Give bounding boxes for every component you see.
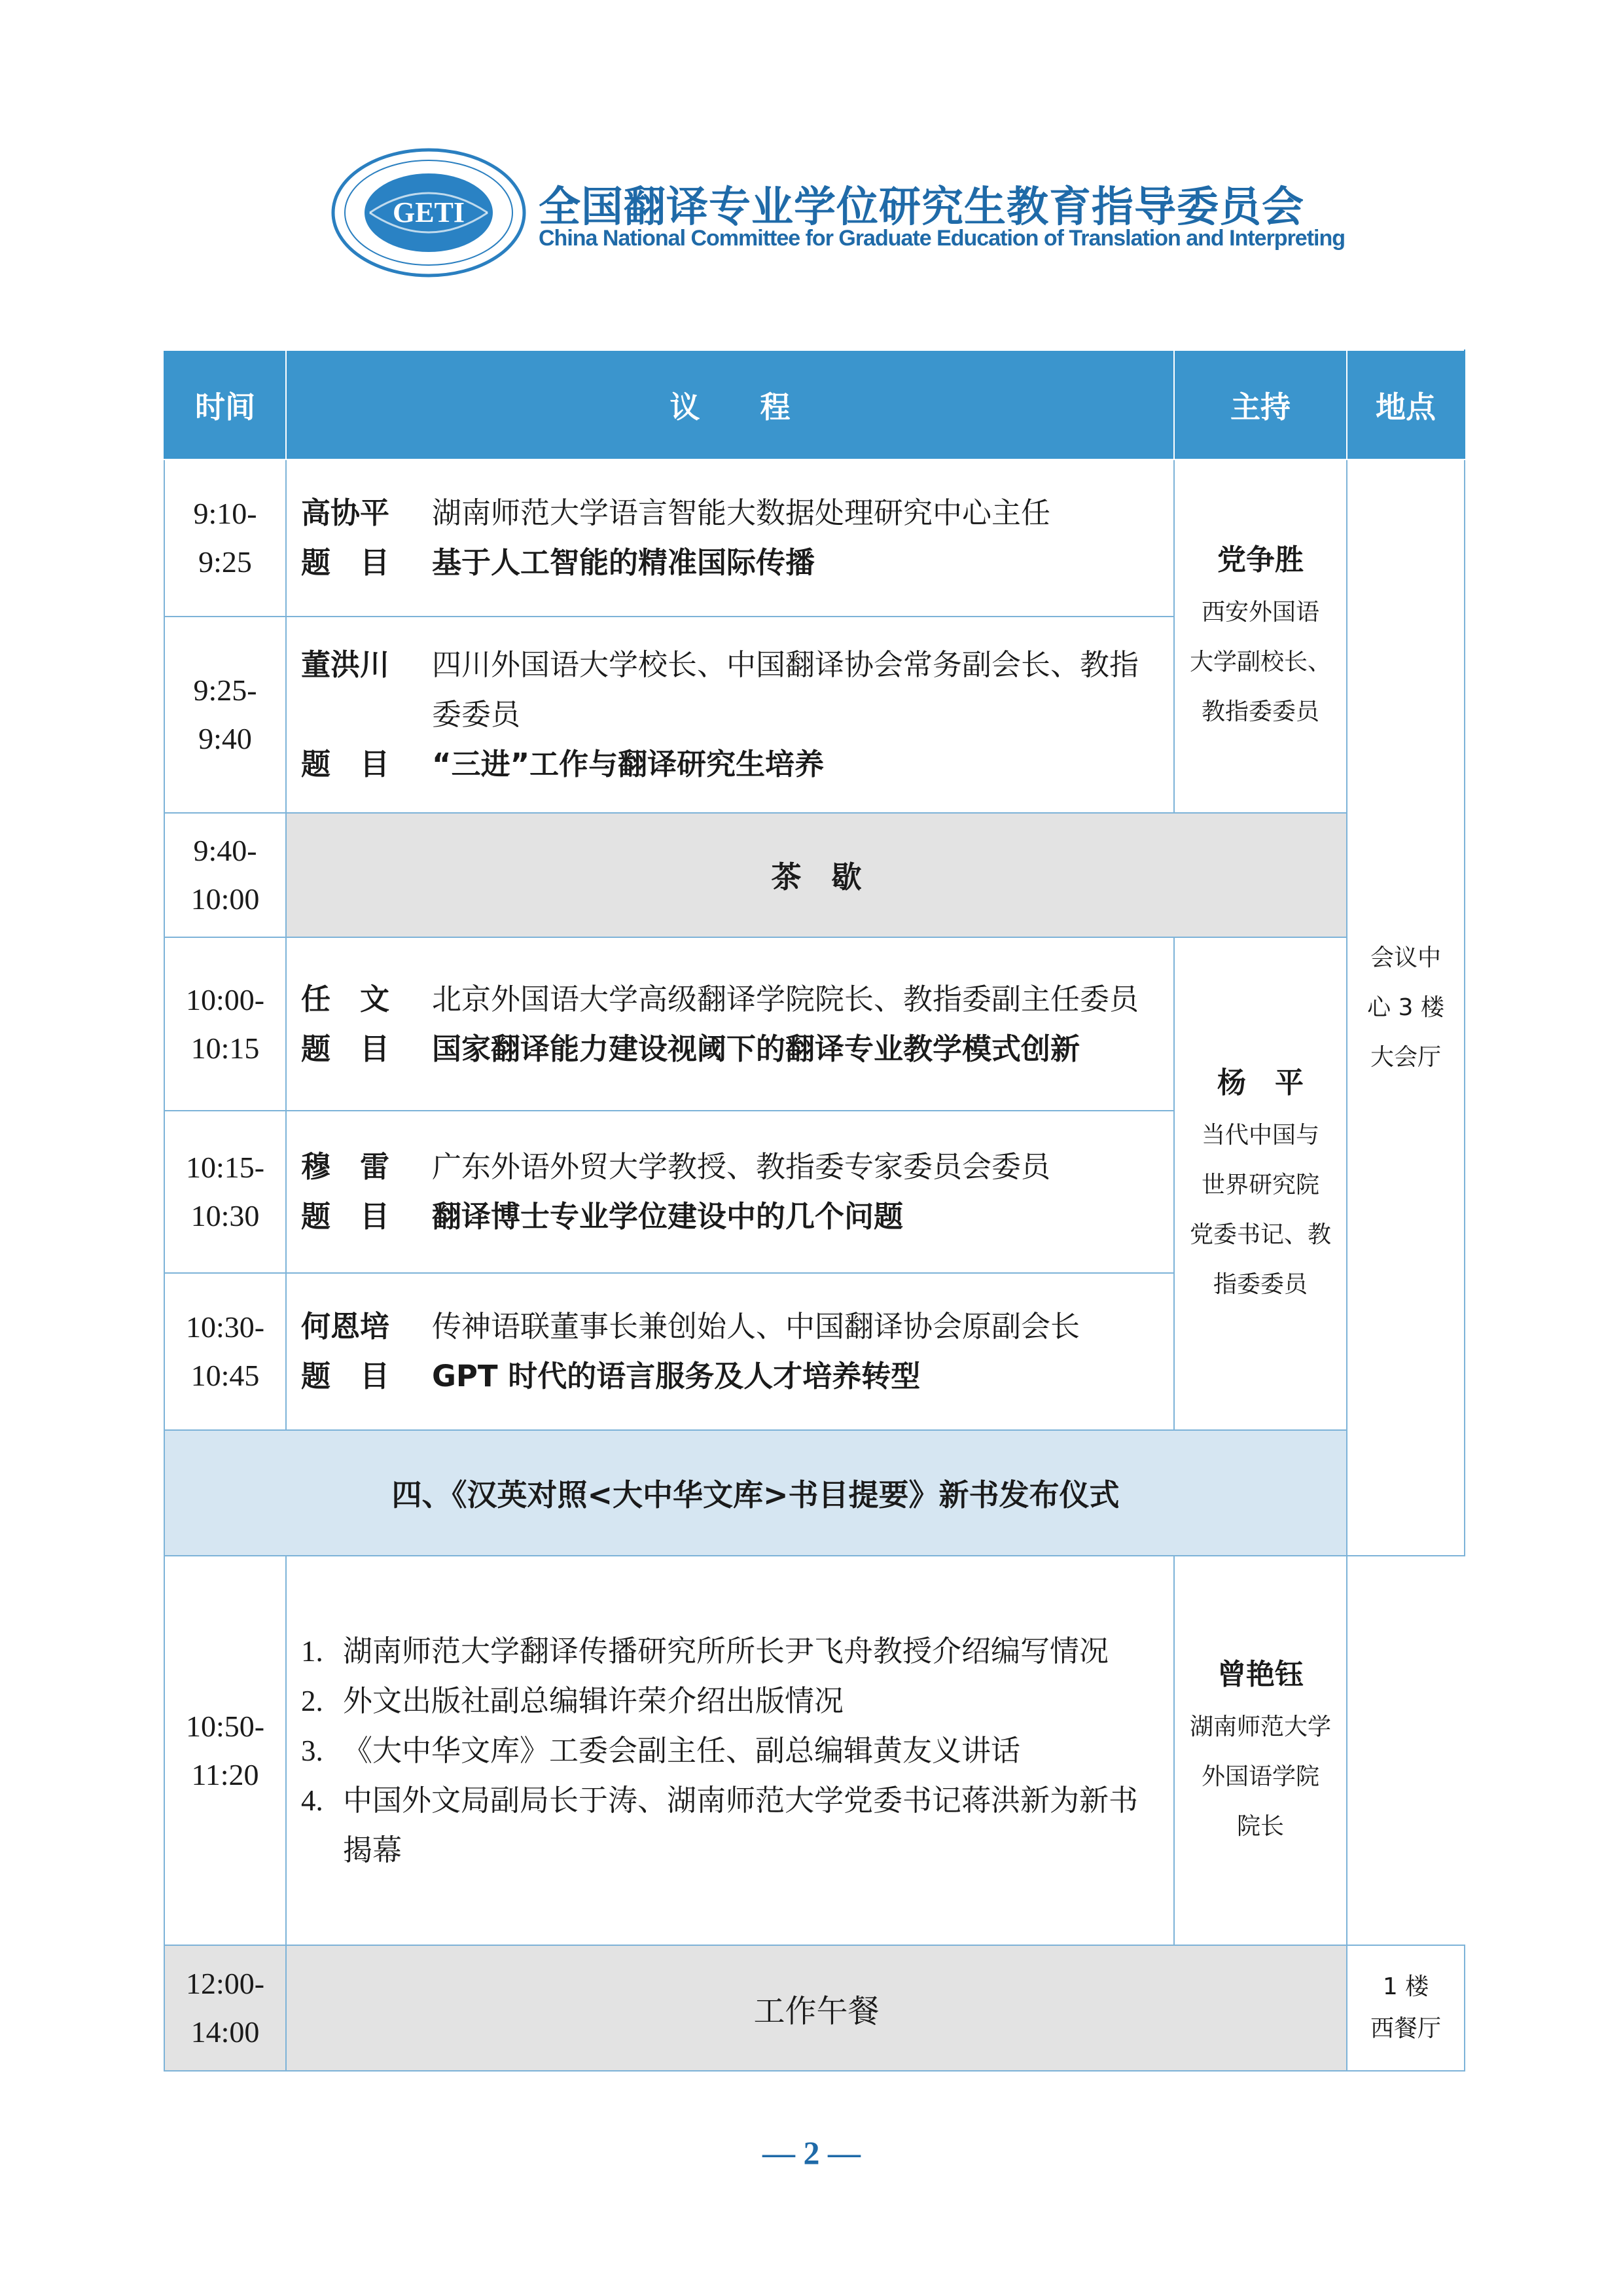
org-name-en: China National Committee for Graduate Education of Translation and Interpreting <box>539 226 1346 251</box>
header-location: 地点 <box>1347 350 1465 459</box>
agenda-cell <box>286 459 1174 617</box>
speaker-name: 任 文 <box>301 981 390 1016</box>
time-cell: 10:50- 11:20 <box>164 1556 286 1945</box>
list-item <box>301 1726 1160 1776</box>
topic-label: 题 目 <box>301 747 390 781</box>
lunch-location: 1 楼 西餐厅 <box>1347 1945 1465 2071</box>
item-text: 中国外文局副局长于涛、湖南师范大学党委书记蒋洪新为新书揭幕 <box>343 1782 1139 1867</box>
speaker-title: 北京外国语大学高级翻译学院院长、教指委副主任委员 <box>432 981 1139 1016</box>
item-text: 湖南师范大学翻译传播研究所所长尹飞舟教授介绍编写情况 <box>343 1633 1109 1668</box>
topic-value: “三进”工作与翻译研究生培养 <box>432 747 825 781</box>
header-time: 时间 <box>164 350 286 459</box>
tea-break-cell: 茶 歇 <box>286 813 1347 937</box>
speaker-title: 广东外语外贸大学教授、教指委专家委员会委员 <box>432 1149 1051 1184</box>
speaker-title: 四川外国语大学校长、中国翻译协会常务副会长、教指委委员 <box>432 647 1139 732</box>
table-row <box>164 1556 1465 1945</box>
list-item <box>301 1626 1160 1676</box>
time-cell: 10:30- 10:45 <box>164 1273 286 1430</box>
topic-value: 国家翻译能力建设视阈下的翻译专业教学模式创新 <box>432 1031 1080 1066</box>
table-row <box>164 459 1465 617</box>
agenda-cell <box>286 937 1174 1111</box>
host-cell <box>1174 1556 1347 1945</box>
header-logo <box>330 147 1346 278</box>
host-title: 西安外国语 大学副校长、 教指委委员 <box>1189 599 1331 725</box>
agenda-cell <box>286 1273 1174 1430</box>
host-name: 杨 平 <box>1217 1066 1304 1100</box>
host-name: 曾艳钰 <box>1217 1657 1304 1691</box>
time-cell: 9:25- 9:40 <box>164 617 286 813</box>
speaker-name: 董洪川 <box>301 647 390 682</box>
header-agenda: 议 程 <box>286 350 1174 459</box>
host-title: 湖南师范大学 外国语学院 院长 <box>1189 1713 1331 1840</box>
topic-value: 基于人工智能的精准国际传播 <box>432 545 815 580</box>
table-row-lunch <box>164 1945 1465 2071</box>
host-cell <box>1174 459 1347 813</box>
topic-label: 题 目 <box>301 1199 390 1234</box>
section-row <box>164 1430 1465 1556</box>
host-name: 党争胜 <box>1217 543 1304 577</box>
table-header-row <box>164 350 1465 459</box>
list-item <box>301 1676 1160 1726</box>
agenda-cell <box>286 617 1174 813</box>
org-name-cn: 全国翻译专业学位研究生教育指导委员会 <box>539 183 1304 232</box>
list-item <box>301 1776 1160 1875</box>
host-title: 当代中国与 世界研究院 党委书记、教 指委委员 <box>1189 1121 1331 1298</box>
time-cell: 9:10- 9:25 <box>164 459 286 617</box>
speaker-name: 何恩培 <box>301 1309 390 1344</box>
time-cell: 10:15- 10:30 <box>164 1111 286 1273</box>
topic-label: 题 目 <box>301 545 390 580</box>
time-cell: 12:00- 14:00 <box>164 1945 286 2071</box>
speaker-name: 高协平 <box>301 495 390 530</box>
geti-seal-logo <box>330 147 527 278</box>
table-row-break <box>164 813 1465 937</box>
logo-text: GETI <box>392 196 465 228</box>
agenda-table <box>164 350 1465 2072</box>
launch-items-list <box>301 1626 1160 1875</box>
item-number: 1. <box>301 1634 323 1668</box>
speaker-title: 湖南师范大学语言智能大数据处理研究中心主任 <box>432 495 1051 530</box>
agenda-cell <box>286 1556 1174 1945</box>
header-host: 主持 <box>1174 350 1347 459</box>
speaker-title: 传神语联董事长兼创始人、中国翻译协会原副会长 <box>432 1309 1080 1344</box>
location-cell: 会议中 心 3 楼 大会厅 <box>1347 459 1465 1556</box>
time-cell: 10:00- 10:15 <box>164 937 286 1111</box>
topic-value: GPT 时代的语言服务及人才培养转型 <box>432 1359 921 1393</box>
speaker-name: 穆 雷 <box>301 1149 390 1184</box>
host-cell <box>1174 937 1347 1430</box>
table-row <box>164 937 1465 1111</box>
item-number: 3. <box>301 1734 323 1767</box>
topic-value: 翻译博士专业学位建设中的几个问题 <box>432 1199 904 1234</box>
topic-label: 题 目 <box>301 1359 390 1393</box>
item-text: 外文出版社副总编辑许荣介绍出版情况 <box>343 1683 844 1718</box>
section-title: 四、《汉英对照<大中华文库>书目提要》新书发布仪式 <box>164 1430 1347 1556</box>
time-cell: 9:40- 10:00 <box>164 813 286 937</box>
topic-label: 题 目 <box>301 1031 390 1066</box>
lunch-cell: 工作午餐 <box>286 1945 1347 2071</box>
agenda-cell <box>286 1111 1174 1273</box>
item-number: 2. <box>301 1684 323 1717</box>
page-number: — 2 — <box>762 2134 861 2171</box>
item-text: 《大中华文库》工委会副主任、副总编辑黄友义讲话 <box>343 1732 1021 1768</box>
item-number: 4. <box>301 1784 323 1817</box>
